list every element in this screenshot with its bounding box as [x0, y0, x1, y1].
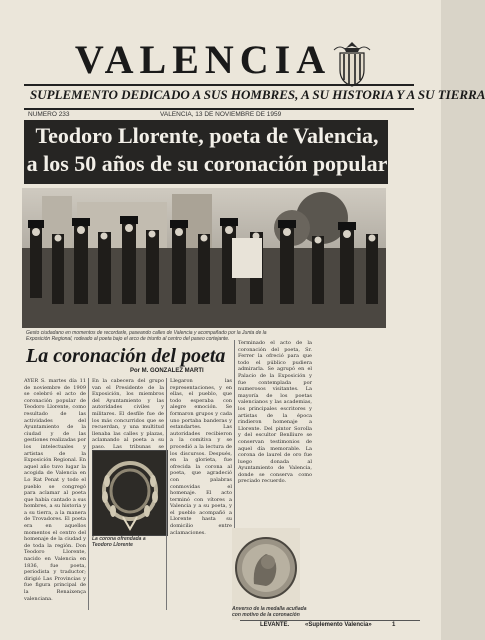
- laurel-wreath-photo: [92, 450, 168, 536]
- footer-publication: LEVANTE.: [260, 622, 290, 628]
- article-title: La coronación del poeta: [26, 345, 226, 367]
- article-column-5: [316, 340, 416, 616]
- column-divider: [88, 378, 89, 610]
- page-number: 1: [392, 622, 396, 628]
- masthead-title: VALENCIA: [74, 37, 332, 82]
- headline-line-1: Teodoro Llorente, poeta de Valencia,: [35, 123, 379, 148]
- column-divider: [166, 378, 167, 610]
- issue-number: NUMERO 233: [28, 111, 70, 118]
- photo-caption: Gesto ciudadano en momentos de recordarle, paseando calles de Valencia y acompañado por la Junta de la Exposición Regional, rodeado al poeta bajo el arco de triunfo al centro del paseo cortejante.: [26, 330, 267, 342]
- medal-caption: Anverso de la medalla acuñada con motivo de la coronación: [232, 606, 307, 618]
- footer-rule: [240, 620, 420, 621]
- procession-photo: [22, 188, 386, 328]
- article-column-1: AYER S. martes día 11 de noviembre de 1909 se celebró el acto de coronación popular de Teodoro Llorente, como resultado de las actividades del Ayuntamiento de la ciudad y de las gestiones realizadas por los intelectuales y artistas de la Exposición Regional. En aquel año tuvo lugar la acogida de Valencia en Lo Rat Penat y todo el pueblo se congregó para aclamar al poeta que había cantado a sus hombres, a su historia y a su tierra, a la manera de Trovadores. El poeta era en aquellos momentos el centro del homenaje de la ciudad y de toda la región. Don Teodoro Llorente, nacido en Valencia en 1836, fue poeta, periodista y traductor; dirigió Las Provincias y fue figura principal de la Renaixença valenciana.: [24, 378, 86, 602]
- coat-of-arms-icon: [330, 40, 374, 88]
- main-headline: [26, 122, 388, 178]
- issue-date: VALENCIA, 13 DE NOVIEMBRE DE 1959: [160, 111, 282, 118]
- article-column-2-top: En la cabecera del grupo van el Presidente de la Exposición, los miembros del Ayuntamiento y las autoridades civiles y militares. El desfile fue de los más concurridos que se recuerdan, y una multitud llenaba las calles y plazas, aclamando al poeta a su paso. Las tribunas se: [92, 378, 164, 450]
- headline-line-2: a los 50 años de su coronación popular: [26, 151, 388, 176]
- wreath-caption: La corona ofrendada a Teodoro Llorente: [92, 536, 146, 548]
- article-column-4: Terminado el acto de la coronación del poeta, Sr. Ferrer la ofreció para que todo el público pudiera admirarla. Se agrupó en el Palacio de la Exposición y fue contemplada por numerosos visitantes. La mayoría de los poetas valencianos y las academias, los principales escritores y artistas de la época rindieron homenaje a Llorente. Del pintor Sorolla y del escultor Benlliure se conservan testimonios de aquel día memorable. La corona de laurel de oro fue luego donada al Ayuntamiento de Valencia, donde se conserva como preciado recuerdo.: [238, 340, 312, 485]
- footer-supplement: «Suplemento Valencia»: [305, 622, 372, 628]
- article-column-3: Llegaron las representaciones, y en ellas, el pueblo, que todo esperaba con alegre emoción. Se formaron grupos y cada uno portaba banderas y estandartes. Las autoridades recibieron a la comitiva y se procedió a la lectura de los discursos. Después, en la glorieta, fue ofrecida la corona al poeta, que agradeció con palabras conmovidas el homenaje. El acto terminó con vítores a Valencia y a su poeta, y el pueblo acompañó a Llorente hasta su domicilio entre aclamaciones.: [170, 378, 232, 536]
- article-byline: Por M. GONZALEZ MARTI: [130, 368, 204, 374]
- masthead-subtitle: SUPLEMENTO DEDICADO A SUS HOMBRES, A SU HISTORIA Y A SU TIERRA: [30, 87, 485, 102]
- article-column-2-bottom: [92, 548, 164, 610]
